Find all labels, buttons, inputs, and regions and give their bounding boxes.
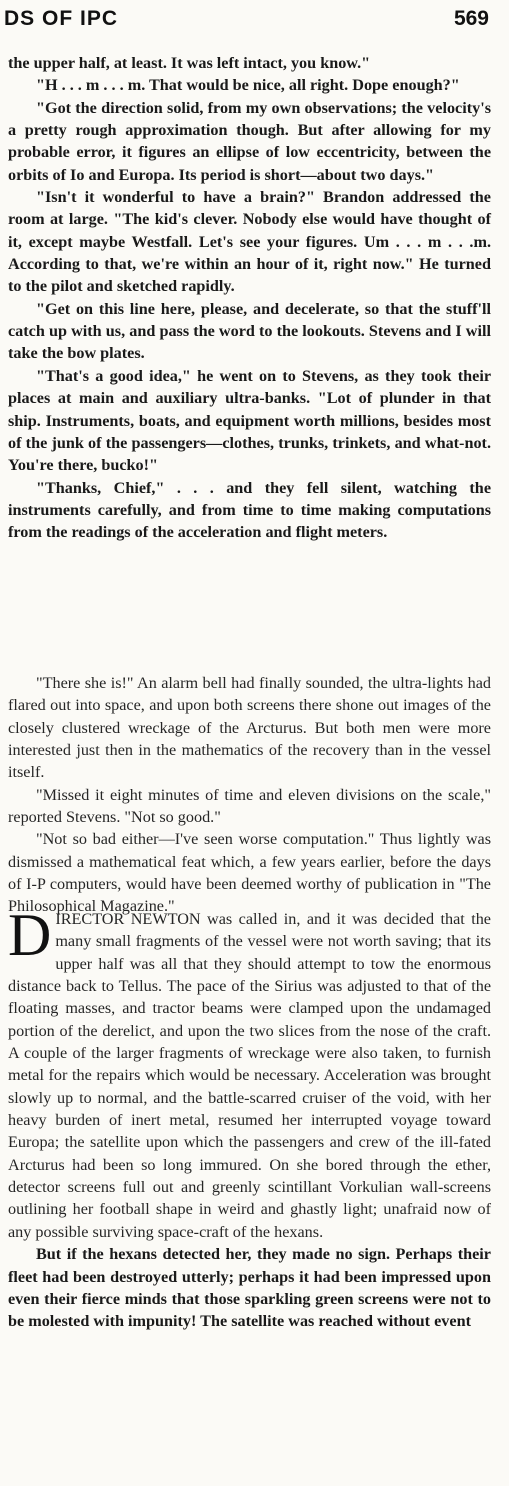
opening-paragraph-text: IRECTOR NEWTON was called in, and it was decided that the many small fragments of the vessel were not worth saving; that its upper half was all that they should attempt to tow the enormous distance back to Tellus. The pace of the Sirius was adjusted to that of the floating masses, and tractor beams were clamped upon the undamaged portion of the derelict, and upon the two slices from the nose of the craft. A couple of the larger fragments of wreckage were also taken, to furnish metal for the repairs which would be necessary. Acceleration was brought slowly up to normal, and the battle-scarred cruiser of the void, with her heavy burden of inert metal, resumed her interrupted voyage toward Europa; the satellite upon which the passengers and crew of the ill-fated Arcturus had been so long immured. On she bored through the ether, detector screens full out and greenly scintillant Vorkulian wall-screens outlining her football shape in weird and ghastly light; unafraid now of any possible surviving space-craft of the hexans. — [8, 910, 491, 1241]
paragraph: "Get on this line here, please, and decelerate, so that the stuff'll catch up with us, and pass the word to the lookouts. Stevens and I will take the bow plates. — [8, 299, 491, 363]
paragraph: "That's a good idea," he went on to Stevens, as they took their places at main and auxiliary ultra-banks. "Lot of plunder in that ship. Instruments, boats, and equipment worth millions, besides most of the junk of the passengers—clothes, trunks, trinkets, and what-not. You're there, bucko!" — [8, 366, 491, 475]
paragraph: "Thanks, Chief," . . . and they fell silent, watching the instruments carefully, and from time to time making computations from the readings of the acceleration and flight meters. — [8, 478, 491, 542]
paragraph: "Isn't it wonderful to have a brain?" Brandon addressed the room at large. "The kid's clever. Nobody else would have thought of it, except maybe Westfall. Let's see your figures. Um . . . m . . .m. According to that, we're within an hour of it, right now." He turned to the pilot and sketched rapidly. — [8, 188, 491, 296]
body-text-upper — [8, 52, 491, 544]
running-title: DS OF IPC — [4, 7, 119, 30]
page-number: 569 — [453, 7, 489, 30]
paragraph: "Got the direction solid, from my own observations; the velocity's a pretty rough approximation though. But after allowing for my probable error, it figures an ellipse of low eccentricity, between the orbits of Io and Europa. Its period is short—about two days." — [8, 98, 491, 184]
body-text-middle — [8, 672, 491, 918]
drop-cap-letter: D — [8, 902, 52, 968]
section-text — [8, 902, 491, 1333]
paragraph: "There she is!" An alarm bell had finally sounded, the ultra-lights had flared out into space, and upon both screens there shone out images of the closely clustered wreckage of the Arcturus. But both men were more interested just then in the mathematics of the recovery than in the vessel itself. — [8, 674, 491, 782]
section-opening-paragraph — [8, 902, 491, 1243]
paragraph: "Missed it eight minutes of time and eleven divisions on the scale," reported Stevens. "Not so good." — [8, 785, 491, 827]
paragraph: But if the hexans detected her, they made no sign. Perhaps their fleet had been destroyed utterly; perhaps it had been impressed upon even their fierce minds that those sparkling green screens were not to be molested with impunity! The satellite was reached without event — [8, 1245, 491, 1331]
paragraph: "Not so bad either—I've seen worse computation." Thus lightly was dismissed a mathematical feat which, a few years earlier, before the days of I-P computers, would have been deemed worthy of publication in "The Philosophical Magazine." — [8, 830, 491, 916]
paragraph: "H . . . m . . . m. That would be nice, all right. Dope enough?" — [36, 76, 460, 95]
paragraph: the upper half, at least. It was left intact, you know." — [8, 54, 371, 72]
running-header — [4, 4, 499, 34]
